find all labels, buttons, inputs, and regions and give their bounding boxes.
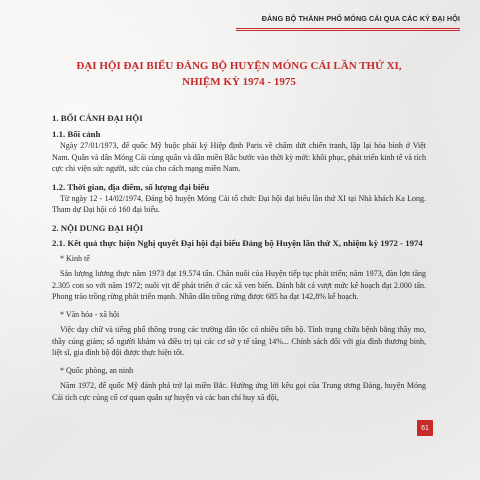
- chapter-title-line-2: NHIỆM KỲ 1974 - 1975: [182, 76, 296, 88]
- bullet-economy: * Kinh tế: [60, 253, 90, 263]
- section-heading-1: 1. BỐI CẢNH ĐẠI HỘI: [52, 113, 143, 123]
- subsection-heading-2-1: 2.1. Kết quả thực hiện Nghị quyết Đại hội đại biểu Đảng bộ Huyện lần thứ X, nhiệm kỳ 1972 - 1974: [52, 237, 423, 248]
- bullet-culture-society: * Văn hóa - xã hội: [60, 309, 120, 319]
- chapter-title: [52, 58, 426, 90]
- header-rule: [236, 28, 460, 29]
- paragraph-culture-society: Việc dạy chữ và tiếng phổ thông trong các trường dân tộc có nhiều tiến bộ. Tình trạng chữa bệnh bằng thầy mo, thầy cúng giảm; số người khám và điều trị tại các cơ sở y tế tăng 14%... Chính sách đối với gia đình thương binh, liệt sĩ, gia đình bộ đội được thực hiện tốt.: [52, 325, 426, 357]
- page-number-badge: 61: [417, 420, 433, 436]
- page-content: [52, 58, 426, 403]
- paragraph-defense-security: Năm 1972, đế quốc Mỹ đánh phá trở lại miền Bắc. Hưởng ứng lời kêu gọi của Trung ương Đảng, huyện Móng Cái tích cực củng cố cơ quan quân sự huyện và các ban chỉ huy xã đội,: [52, 381, 426, 402]
- running-header: ĐẢNG BỘ THÀNH PHỐ MÓNG CÁI QUA CÁC KỲ ĐẠI HỘI: [261, 14, 460, 23]
- paragraph-time-place: Từ ngày 12 - 14/02/1974, Đảng bộ huyện Móng Cái tổ chức Đại hội đại biểu lần thứ XI tại Nhà khách Ka Long. Tham dự Đại hội có 160 đại biểu.: [52, 193, 426, 214]
- header-rule-secondary: [236, 30, 460, 31]
- bullet-defense-security: * Quốc phòng, an ninh: [60, 365, 134, 375]
- subsection-heading-1-2: 1.2. Thời gian, địa điểm, số lượng đại biểu: [52, 181, 210, 192]
- subsection-heading-1-1: 1.1. Bối cảnh: [52, 129, 101, 139]
- paragraph-context: Ngày 27/01/1973, đế quốc Mỹ buộc phải ký Hiệp định Paris về chấm dứt chiến tranh, lập lại hòa bình ở Việt Nam. Quân và dân Móng Cái cùng quân và dân miền Bắc bước vào thời kỳ mới: khôi phục, phát triển kinh tế và tích cực chi viện sức người, sức của cho cách mạng miền Nam.: [52, 141, 426, 173]
- chapter-title-line-1: ĐẠI HỘI ĐẠI BIỂU ĐẢNG BỘ HUYỆN MÓNG CÁI LẦN THỨ XI,: [76, 60, 402, 72]
- paragraph-economy: Sản lượng lương thực năm 1973 đạt 19.574 tấn. Chăn nuôi của Huyện tiếp tục phát triển; năm 1973, đàn lợn tăng 2.305 con so với năm 1972; nuôi vịt để phát triển ở các xã ven biển. Đánh bắt cá vượt mức kế hoạch đạt 2.000 tấn. Phong trào trồng rừng phát triển mạnh. Nhân dân trồng rừng được 685 ha đạt 142,8% kế hoạch.: [52, 269, 426, 301]
- section-heading-2: 2. NỘI DUNG ĐẠI HỘI: [52, 222, 144, 233]
